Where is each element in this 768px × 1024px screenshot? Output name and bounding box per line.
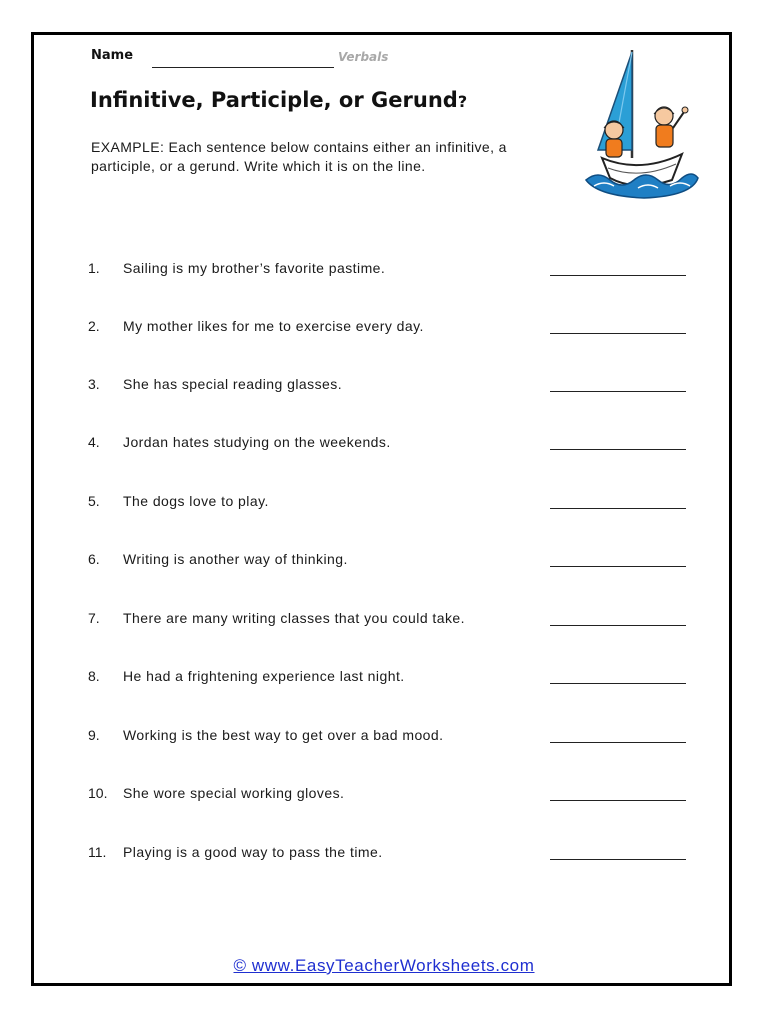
answer-line[interactable]: [550, 625, 686, 626]
question-row-7: [0, 608, 768, 628]
question-text: My mother likes for me to exercise every day.: [123, 318, 424, 334]
answer-line[interactable]: [550, 742, 686, 743]
topic-label: Verbals: [338, 50, 389, 64]
question-number: 9.: [88, 727, 100, 743]
question-text: The dogs love to play.: [123, 493, 269, 509]
question-text: There are many writing classes that you could take.: [123, 610, 465, 626]
question-row-3: [0, 374, 768, 394]
sailboat-with-children-icon: [584, 46, 700, 202]
answer-line[interactable]: [550, 275, 686, 276]
instructions: EXAMPLE: Each sentence below contains either an infinitive, a participle, or a gerund. Write which it is on the line.: [91, 139, 507, 174]
answer-line[interactable]: [550, 859, 686, 860]
question-number: 1.: [88, 260, 100, 276]
question-text: Jordan hates studying on the weekends.: [123, 434, 391, 450]
question-text: She has special reading glasses.: [123, 376, 343, 392]
question-row-4: [0, 432, 768, 452]
copyright-link[interactable]: © www.EasyTeacherWorksheets.com: [233, 956, 535, 975]
question-text: Writing is another way of thinking.: [123, 551, 348, 567]
question-row-5: [0, 491, 768, 511]
question-row-9: [0, 725, 768, 745]
question-text: He had a frightening experience last night.: [123, 668, 405, 684]
answer-line[interactable]: [550, 508, 686, 509]
page-title-text: Infinitive, Participle, or Gerund: [90, 88, 458, 112]
question-text: Sailing is my brother’s favorite pastime.: [123, 260, 386, 276]
question-row-2: [0, 316, 768, 336]
question-number: 10.: [88, 785, 108, 801]
question-number: 11.: [88, 844, 107, 860]
page-title: [90, 88, 467, 112]
answer-line[interactable]: [550, 391, 686, 392]
question-number: 5.: [88, 493, 100, 509]
answer-line[interactable]: [550, 333, 686, 334]
answer-line[interactable]: [550, 566, 686, 567]
name-answer-line[interactable]: [152, 67, 334, 68]
question-row-10: [0, 783, 768, 803]
question-number: 8.: [88, 668, 100, 684]
question-number: 3.: [88, 376, 100, 392]
question-row-8: [0, 666, 768, 686]
page-title-question-mark: ?: [457, 92, 468, 111]
question-row-6: [0, 549, 768, 569]
question-text: Working is the best way to get over a bad mood.: [123, 727, 444, 743]
name-label: Name: [91, 48, 134, 63]
question-number: 2.: [88, 318, 100, 334]
answer-line[interactable]: [550, 683, 686, 684]
footer: [0, 956, 768, 976]
question-text: She wore special working gloves.: [123, 785, 345, 801]
answer-line[interactable]: [550, 449, 686, 450]
question-row-11: [0, 842, 768, 862]
question-row-1: [0, 258, 768, 278]
question-text: Playing is a good way to pass the time.: [123, 844, 383, 860]
sailboat-illustration: [584, 46, 700, 202]
question-number: 6.: [88, 551, 100, 567]
question-number: 7.: [88, 610, 100, 626]
question-number: 4.: [88, 434, 100, 450]
answer-line[interactable]: [550, 800, 686, 801]
